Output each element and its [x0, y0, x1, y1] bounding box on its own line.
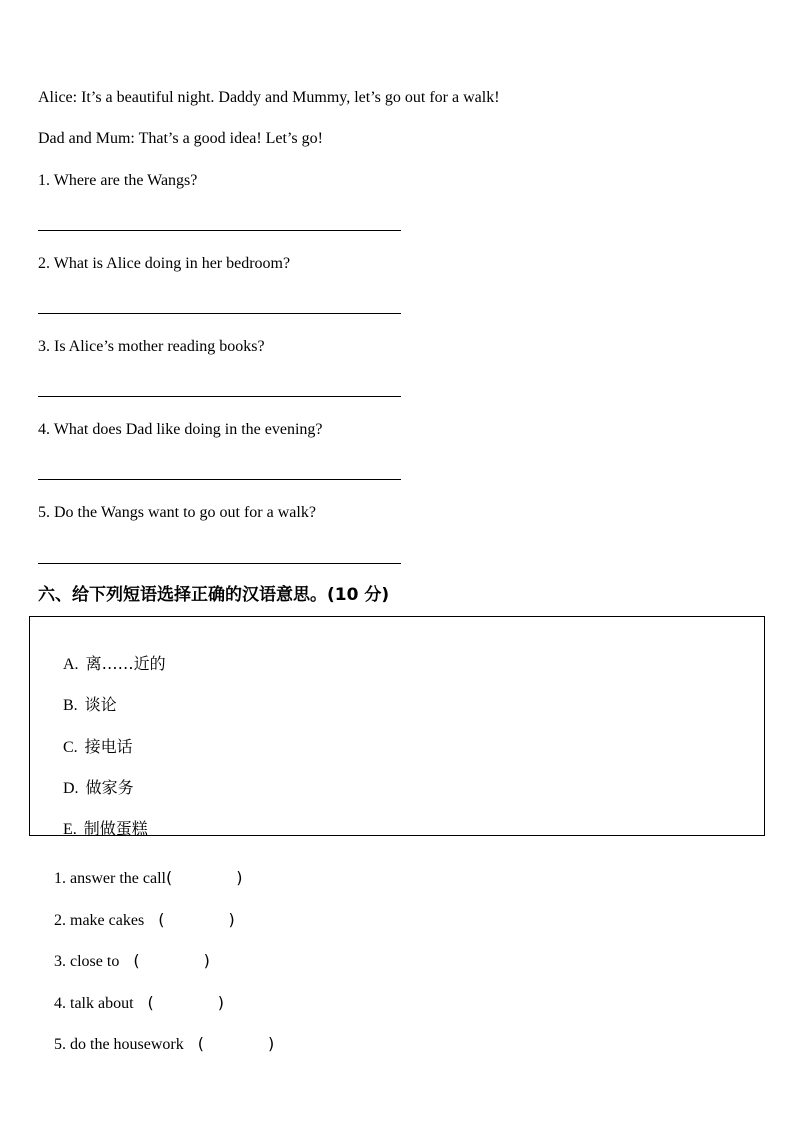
question-3: 3. Is Alice’s mother reading books?: [38, 338, 265, 355]
option-b-text: 谈论: [84, 695, 117, 714]
answer-line-3[interactable]: [38, 396, 401, 397]
close-paren: ): [228, 910, 235, 929]
phrase-1-text: 1. answer the call: [54, 870, 166, 887]
question-1: 1. Where are the Wangs?: [38, 172, 198, 189]
phrase-5: [38, 1014, 274, 1075]
close-paren: ): [268, 1034, 275, 1053]
option-e-letter: E.: [63, 821, 77, 838]
dialogue-line-parents: Dad and Mum: That’s a good idea! Let’s go!: [38, 130, 323, 147]
option-e-text: 制做蛋糕: [83, 819, 148, 838]
open-paren: (: [147, 993, 154, 1012]
open-paren: (: [165, 868, 173, 887]
option-b-letter: B.: [63, 697, 78, 714]
answer-line-5[interactable]: [38, 563, 401, 564]
option-d-text: 做家务: [85, 778, 134, 797]
phrase-3-text: 3. close to: [54, 953, 120, 970]
options-box: [29, 616, 765, 836]
option-a-text: 离……近的: [85, 654, 166, 673]
open-paren: (: [197, 1034, 205, 1053]
open-paren: (: [158, 910, 165, 929]
answer-line-4[interactable]: [38, 479, 401, 480]
question-2: 2. What is Alice doing in her bedroom?: [38, 255, 291, 272]
phrase-5-text: 5. do the housework: [54, 1036, 184, 1053]
option-c-text: 接电话: [84, 737, 133, 756]
question-4: 4. What does Dad like doing in the evening?: [38, 421, 323, 438]
answer-line-2[interactable]: [38, 313, 401, 314]
phrase-4-text: 4. talk about: [54, 995, 134, 1012]
close-paren: ): [217, 993, 225, 1012]
question-5: 5. Do the Wangs want to go out for a walk?: [38, 504, 316, 521]
option-d-letter: D.: [63, 780, 79, 797]
option-c-letter: C.: [63, 739, 78, 756]
dialogue-line-alice: Alice: It’s a beautiful night. Daddy and Mummy, let’s go out for a walk!: [38, 89, 500, 106]
phrase-2-text: 2. make cakes: [54, 912, 145, 929]
section-6-title: 六、给下列短语选择正确的汉语意思。(10 分): [38, 585, 390, 605]
close-paren: ): [203, 951, 210, 970]
close-paren: ): [236, 868, 243, 887]
option-a-letter: A.: [63, 656, 79, 673]
answer-line-1[interactable]: [38, 230, 401, 231]
open-paren: (: [133, 951, 140, 970]
